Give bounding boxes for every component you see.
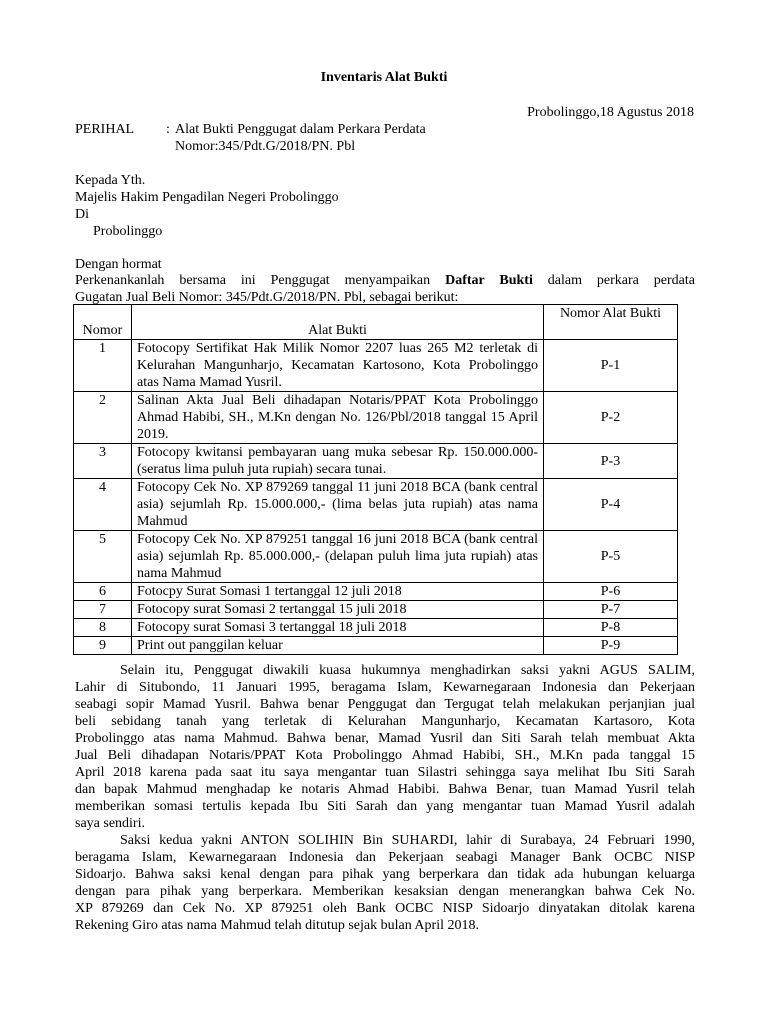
evidence-code: P-2 (544, 392, 678, 444)
perihal-line-1: Alat Bukti Penggugat dalam Perkara Perdata (175, 122, 426, 137)
perihal-colon: : (166, 122, 170, 137)
evidence-number: 5 (74, 531, 132, 583)
perihal-line-2: Nomor:345/Pdt.G/2018/PN. Pbl (175, 139, 356, 154)
evidence-number: 3 (74, 444, 132, 479)
paragraph-line: Probolinggo atas nama Mahmud. Bahwa benar, Mamad Yusril dan Siti Sarah telah membuat Akta (75, 731, 695, 746)
evidence-description: Fotocpy Surat Somasi 1 tertanggal 12 juli 2018 (132, 583, 544, 601)
paragraph-line: April 2018 karena pada saat itu saya mengantar tuan Silastri sehingga saya melihat Ibu Siti Sarah (75, 765, 695, 780)
intro-line-2: Gugatan Jual Beli Nomor: 345/Pdt.G/2018/PN. Pbl, sebagai berikut: (75, 290, 459, 305)
evidence-number: 8 (74, 619, 132, 637)
paragraph-line: seabagi sopir Mamad Yusril. Bahwa benar Penggugat dan Tergugat telah melakukan perjanjian jual (75, 697, 695, 712)
intro-line-1 (75, 272, 695, 289)
evidence-code: P-3 (544, 444, 678, 479)
evidence-code: P-9 (544, 637, 678, 655)
header-alat-bukti: Alat Bukti (132, 305, 544, 340)
evidence-code: P-6 (544, 583, 678, 601)
table-row (74, 619, 678, 637)
document-title: Inventaris Alat Bukti (320, 70, 448, 85)
evidence-number: 2 (74, 392, 132, 444)
table-row (74, 479, 678, 531)
evidence-number: 9 (74, 637, 132, 655)
evidence-code: P-1 (544, 340, 678, 392)
intro-paragraph (75, 272, 695, 306)
evidence-number: 6 (74, 583, 132, 601)
table-row (74, 601, 678, 619)
evidence-code: P-4 (544, 479, 678, 531)
paragraph-line: Lahir di Situbondo, 11 Januari 1995, beragama Islam, Kewarnegaraan Indonesia dan Pekerjaan (75, 680, 695, 695)
evidence-description: Fotocopy kwitansi pembayaran uang muka sebesar Rp. 150.000.000- (seratus lima puluh juta rupiah) secara tunai. (132, 444, 544, 479)
recipient-name: Majelis Hakim Pengadilan Negeri Probolinggo (75, 190, 339, 205)
evidence-description: Fotocopy surat Somasi 3 tertanggal 18 juli 2018 (132, 619, 544, 637)
paragraph-line: Jual Beli dihadapan Notaris/PPAT Kota Probolinggo Ahmad Habibi, SH., M.Kn pada tanggal 15 (75, 748, 695, 763)
paragraph-line: Rekening Giro atas nama Mahmud telah ditutup sejak bulan April 2018. (75, 918, 479, 933)
intro-text-post: dalam perkara perdata (547, 273, 695, 288)
evidence-number: 4 (74, 479, 132, 531)
witness-paragraph-1 (75, 662, 695, 832)
evidence-description: Fotocopy surat Somasi 2 tertanggal 15 juli 2018 (132, 601, 544, 619)
paragraph-line: Sidoarjo. Bahwa saksi kenal dengan para pihak yang berperkara dan tidak ada hubungan keluarga (75, 867, 695, 882)
table-row (74, 583, 678, 601)
header-nomor: Nomor (74, 305, 132, 340)
table-row (74, 531, 678, 583)
intro-text-pre: Perkenankanlah bersama ini Penggugat menyampaikan (75, 273, 431, 288)
evidence-number: 1 (74, 340, 132, 392)
paragraph-line: memberikan somasi tertulis kepada Ibu Siti Sarah dan yang mengantar tuan Mamad Yusril adalah (75, 799, 695, 814)
salutation: Dengan hormat (75, 257, 162, 272)
evidence-number: 7 (74, 601, 132, 619)
table-row (74, 392, 678, 444)
evidence-description: Fotocopy Cek No. XP 879269 tanggal 11 juni 2018 BCA (bank central asia) sejumlah Rp. 15.000.000,- (lima belas juta rupiah) atas nama Mahmud (132, 479, 544, 531)
paragraph-line: dan bapak Mahmud menghadap ke notaris Ahmad Habibi. Bahwa Benar, tuan Mamad Yusril telah (75, 782, 695, 797)
evidence-description: Fotocopy Sertifikat Hak Milik Nomor 2207 luas 265 M2 terletak di Kelurahan Mangunharjo, Kecamatan Kartosono, Kota Probolinggo atas Nama Mamad Yusril. (132, 340, 544, 392)
paragraph-line: Selain itu, Penggugat diwakili kuasa hukumnya menghadirkan saksi yakni AGUS SALIM, (120, 663, 695, 678)
paragraph-line: XP 879269 dan Cek No. XP 879251 oleh Bank OCBC NISP Sidoarjo dinyatakan ditolak karena (75, 901, 695, 916)
letter-date: Probolinggo,18 Agustus 2018 (527, 105, 694, 120)
evidence-table (73, 304, 678, 655)
intro-text-bold: Daftar Bukti (445, 273, 533, 288)
evidence-description: Fotocopy Cek No. XP 879251 tanggal 16 juni 2018 BCA (bank central asia) sejumlah Rp. 85.000.000,- (delapan puluh lima juta rupiah) atas nama Mahmud (132, 531, 544, 583)
perihal-label: PERIHAL (75, 122, 135, 137)
evidence-description: Print out panggilan keluar (132, 637, 544, 655)
table-header-row (74, 305, 678, 340)
table-row (74, 444, 678, 479)
paragraph-line: Saksi kedua yakni ANTON SOLIHIN Bin SUHARDI, lahir di Surabaya, 24 Februari 1990, (120, 833, 695, 848)
evidence-code: P-8 (544, 619, 678, 637)
evidence-code: P-7 (544, 601, 678, 619)
paragraph-line: beli sebidang tanah yang terletak di Kelurahan Mangunharjo, Kecamatan Kartasoro, Kota (75, 714, 695, 729)
witness-paragraph-2 (75, 832, 695, 934)
paragraph-line: dengan para pihak yang berperkara. Memberikan kesaksian dengan menerangkan bahwa Cek No. (75, 884, 695, 899)
paragraph-line: beragama Islam, Kewarnegaraan Indonesia dan Pekerjaan seabagi Manager Bank OCBC NISP (75, 850, 695, 865)
recipient-greeting: Kepada Yth. (75, 173, 146, 188)
paragraph-line: saya sendiri. (75, 816, 145, 831)
table-row (74, 340, 678, 392)
table-row (74, 637, 678, 655)
evidence-code: P-5 (544, 531, 678, 583)
evidence-description: Salinan Akta Jual Beli dihadapan Notaris/PPAT Kota Probolinggo Ahmad Habibi, SH., M.Kn dengan No. 126/Pbl/2018 tanggal 15 April 2019. (132, 392, 544, 444)
header-nomor-alat-bukti: Nomor Alat Bukti (544, 305, 678, 340)
recipient-di: Di (75, 207, 89, 222)
recipient-city: Probolinggo (93, 224, 163, 239)
